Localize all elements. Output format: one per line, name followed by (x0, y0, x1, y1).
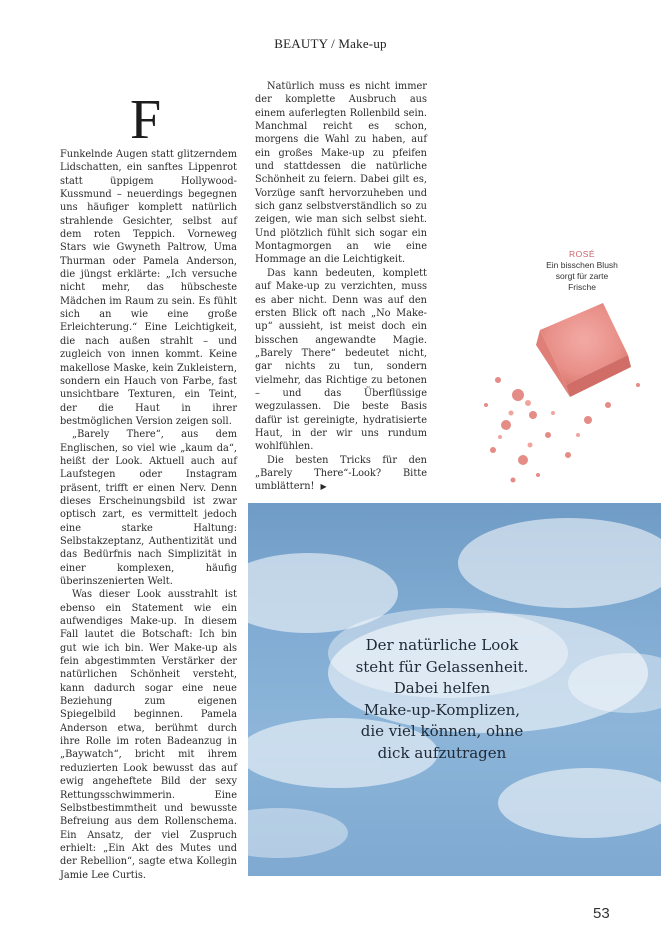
quote-line: Make-up-Komplizen, (363, 700, 521, 719)
sky-image (248, 503, 661, 876)
quote-line: steht für Gelassenheit. (355, 657, 529, 676)
paragraph-text: Die besten Tricks für den „Barely There“-Look? Bitte umblättern! (255, 454, 427, 493)
crushed-blush-image (478, 285, 661, 495)
caption-line: Frische (568, 282, 596, 292)
caption-line: sorgt für zarte (555, 271, 609, 281)
paragraph: „Barely There“, aus dem Englischen, so viel wie „kaum da“, heißt der Look. Aktuell auch auf Laufstegen oder Instagram präsent, trifft er einen Nerv. Denn dieses Erscheinungsbild ist zwar optisch zart, es vermittelt jedoch eine starke Haltung: Selbstakzeptanz, Authentizität und das Bedürfnis nach Simplizität in einer komplexen, häufig überinszenierten Welt. (60, 429, 237, 587)
article-column-2 (255, 80, 427, 494)
quote-line: Der natürliche Look (365, 636, 519, 654)
paragraph: Das kann bedeuten, komplett auf Make-up zu verzichten, muss es aber nicht. Denn was auf den ersten Blick oft nach „No Make-up“ aussieht, ist meist doch ein bisschen angewandte Magie. „Barely There“ bedeutet nicht, gar nichts zu tun, sondern vielmehr, das Richtige zu betonen – und das Überflüssige wegzulassen. Die beste Basis dafür ist gereinigte, hydratisierte Haut, in der wir uns rundum wohlfühlen. (255, 267, 427, 453)
triangle-right-icon: ▶ (320, 482, 327, 492)
quote-line: die viel können, ohne (360, 722, 524, 740)
caption-title: ROSÉ (568, 249, 596, 259)
quote-line: dick aufzutragen (377, 743, 507, 762)
caption-line: Ein bisschen Blush (546, 260, 618, 270)
page-number: 53 (593, 905, 610, 922)
paragraph-continue (255, 454, 427, 494)
section-header: BEAUTY / Make-up (274, 36, 387, 51)
pull-quote (292, 635, 592, 764)
paragraph: Was dieser Look ausstrahlt ist ebenso ein Statement wie ein aufwendiges Make-up. In diesem Fall lautet die Botschaft: Ich bin gut wie ich bin. Wer Make-up als fein abgestimmten Verstärker der natürlichen Schönheit versteht, kann dadurch sogar eine neue Beziehung zum eigenen Spiegelbild beginnen. Pamela Anderson etwa, berühmt durch ihre Rolle im roten Badeanzug in „Baywatch“, bricht mit ihrem reduzierten Look bewusst das auf ewig angeheftete Bild der sexy Rettungsschwimmerin. Eine Selbstbestimmtheit und bewusste Befreiung aus dem Rollenschema. Ein Ansatz, der viel Zuspruch erhielt: „Ein Akt des Mutes und der Rebellion“, sagte etwa Kollegin Jamie Lee Curtis. (60, 589, 237, 881)
quote-line: Dabei helfen (393, 679, 491, 697)
paragraph: Natürlich muss es nicht immer der komplette Ausbruch aus einem auferlegten Rollenbild sein. Manchmal reicht es schon, morgens die Wahl zu haben, auf ein großes Make-up zu pfeifen und stattdessen die natürliche Schönheit zu feiern. Dabei gilt es, Vorzüge sanft hervorzuheben und sich ganz selbstverständlich so zu zeigen, wie man sich selbst sieht. Und plötzlich fühlt sich sogar ein Montagmorgen an wie eine Hommage an die Leichtigkeit. (255, 81, 427, 266)
article-column-1 (60, 148, 237, 882)
drop-cap: F (130, 89, 162, 151)
paragraph: Funkelnde Augen statt glitzerndem Lidschatten, ein sanftes Lippenrot statt üppigem Hollywood-Kussmund – neuerdings begegnen uns häufiger komplett natürlich strahlende Gesichter, selbst auf dem roten Teppich. Vorneweg Stars wie Gwyneth Paltrow, Uma Thurman oder Pamela Anderson, die jüngst erklärte: „Ich versuche nicht mehr, das hübscheste Mädchen im Raum zu sein. Es fühlt sich an wie eine große Erleichterung.“ Eine Leichtigkeit, die nach außen strahlt – und zugleich von innen kommt. Keine makellose Maske, kein Zukleistern, sondern ein Hauch von Farbe, fast unsichtbare Texturen, ein Teint, der die Haut in ihrer bestmöglichen Version zeigen soll. (60, 149, 237, 427)
